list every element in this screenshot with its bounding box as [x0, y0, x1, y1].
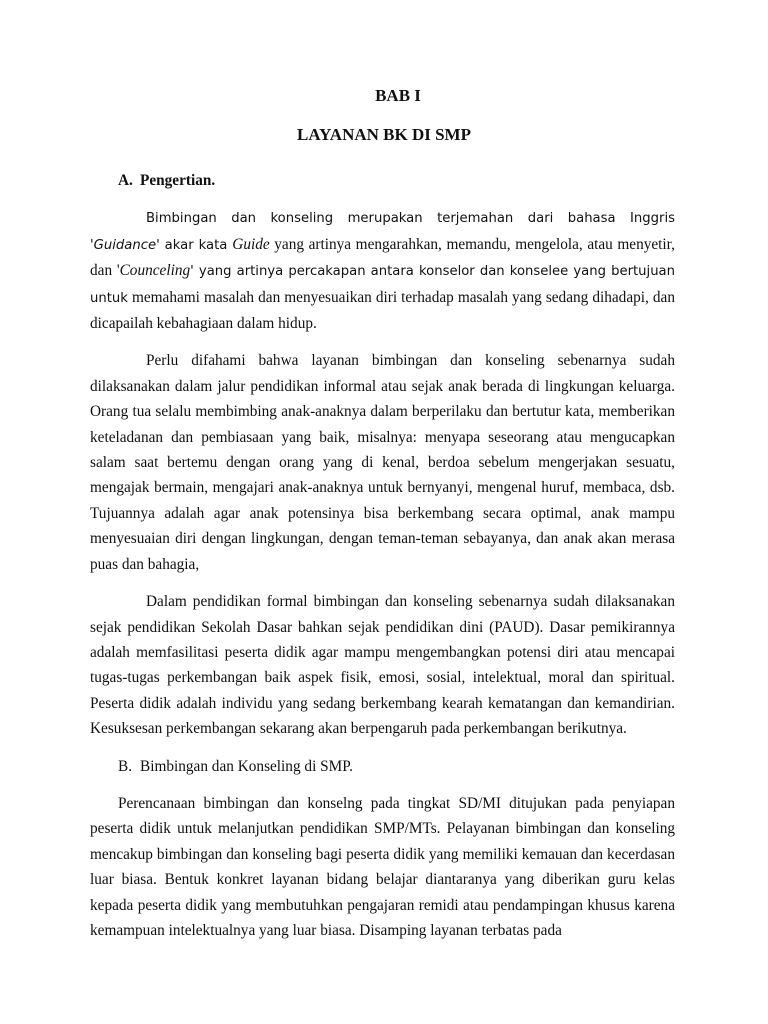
para1-italic-counceling: Counceling: [119, 262, 191, 280]
para1-text-5: memahami masalah dan menyesuaikan diri terhadap masalah yang sedang dihadapi, dan dicapailah kebahagiaan dalam hidup.: [90, 288, 675, 333]
chapter-label: BAB I: [375, 86, 421, 105]
section-a-letter: A.: [118, 172, 133, 189]
chapter-title: LAYANAN BK DI SMP: [297, 125, 471, 144]
document-body: [90, 168, 675, 943]
section-a-title: Pengertian.: [140, 172, 216, 189]
section-a-paragraph-2: Perlu difahami bahwa layanan bimbingan dan konseling sebenarnya sudah dilaksanakan dalam jalur pendidikan informal atau sejak anak berada di lingkungan keluarga. Orang tua selalu membimbing anak-anaknya dalam berperilaku dan bertutur kata, memberikan keteladanan dan pembiasaan yang baik, misalnya: menyapa seseorang atau mengucapkan salam saat bertemu dengan orang yang di kenal, berdoa sebelum mengerjakan sesuatu, mengajak bermain, mengajari anak-anaknya untuk bernyanyi, mengenal huruf, membaca, dsb. Tujuannya adalah agar anak potensinya bisa berkembang secara optimal, anak mampu menyesuaian diri dengan lingkungan, dengan teman-teman sebayanya, dan anak akan merasa puas dan bahagia,: [90, 352, 675, 573]
section-b-heading: [90, 754, 675, 779]
para1-italic-guide: Guide: [232, 235, 270, 253]
section-a-paragraph-3: Dalam pendidikan formal bimbingan dan konseling sebenarnya sudah dilaksanakan sejak pendidikan Sekolah Dasar bahkan sejak pendidikan dini (PAUD). Dasar pemikirannya adalah memfasilitasi peserta didik agar mampu mengembangkan potensi diri atau mencapai tugas-tugas perkembangan baik aspek fisik, emosi, sosial, intelektual, moral dan spiritual. Peserta didik adalah individu yang sedang berkembang kearah kematangan dan kemandirian. Kesuksesan perkembangan sekarang akan berpengaruh pada perkembangan berikutnya.: [90, 593, 675, 738]
section-b-paragraph-1: Perencanaan bimbingan dan konselng pada tingkat SD/MI ditujukan pada penyiapan peserta didik untuk melanjutkan pendidikan SMP/MTs. Pelayanan bimbingan dan konseling mencakup bimbingan dan konseling bagi peserta didik yang memiliki kemauan dan kecerdasan luar biasa. Bentuk konkret layanan bidang belajar diantaranya yang diberikan guru kelas kepada peserta didik yang membutuhkan pengajaran remidi atau pendampingan khusus karena kemampuan intelektualnya yang luar biasa. Disamping layanan terbatas pada: [90, 794, 675, 939]
para1-italic-guidance: Guidance: [93, 237, 157, 253]
section-b-title: Bimbingan dan Konseling di SMP.: [140, 757, 353, 775]
chapter-heading: [0, 86, 768, 145]
section-b-letter: B.: [118, 757, 133, 775]
para1-text-1: Bimbingan dan konseling merupakan terjemahan dari bahasa Inggris ': [90, 211, 675, 253]
section-a-heading: [90, 168, 675, 193]
para1-text-2: ' akar kata: [156, 237, 233, 253]
para1-text-3: yang artinya mengarahkan, memandu, mengelola, atau menyetir, dan ': [90, 235, 675, 280]
para1-text-4: ' yang artinya percakapan antara konselor dan konselee yang bertujuan untuk: [90, 264, 676, 306]
section-a-paragraph-1: [90, 205, 675, 336]
